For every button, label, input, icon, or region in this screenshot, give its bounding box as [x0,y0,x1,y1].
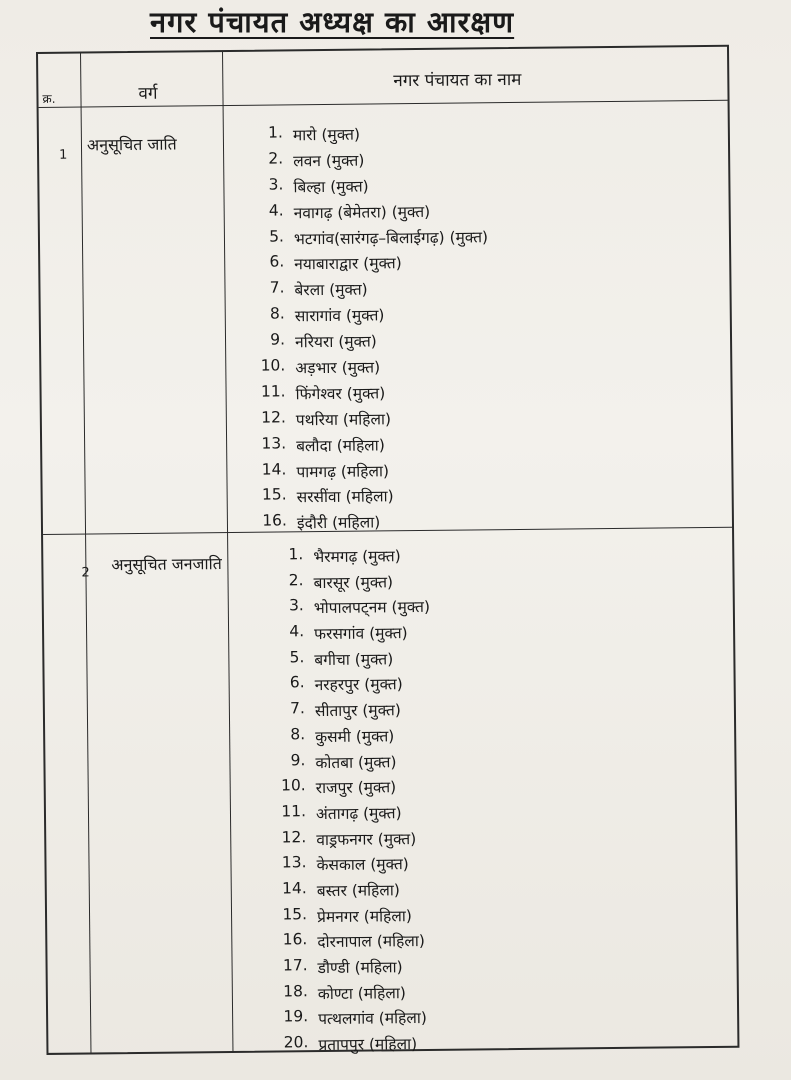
item-number: 2. [268,149,284,168]
item-name: सरसींवा (महिला) [296,487,394,507]
item-name: भटगांव(सारंगढ़–बिलाईगढ़) (मुक्त) [293,227,489,248]
item-name: अड़भार (मुक्त) [295,358,381,378]
item-number: 11. [281,802,307,821]
item-name: कुसमी (मुक्त) [315,727,395,746]
item-number: 5. [289,647,305,667]
item-name: मारो (मुक्त) [292,125,361,145]
item-number: 13. [261,434,287,453]
item-name: इंदौरी (महिला) [296,513,381,533]
item-number: 5. [269,226,285,246]
item-name: प्रतापपुर (महिला) [318,1035,418,1055]
item-name: डौण्डी (महिला) [317,958,403,978]
item-number: 9. [290,750,306,769]
header-category: वर्ग [138,83,158,104]
item-name: कोण्टा (महिला) [317,983,406,1003]
item-number: 8. [269,304,285,323]
item-name: नरहरपुर (मुक्त) [314,675,403,695]
item-name: बारसूर (मुक्त) [313,572,394,592]
item-name: नरियरा (मुक्त) [294,332,377,352]
item-name: केसकाल (मुक्त) [316,855,409,875]
item-number: 2. [288,570,304,590]
item-number: 14. [282,879,307,898]
item-name: बस्तर (महिला) [316,881,401,901]
item-name: वाड्रफनगर (मुक्त) [316,829,417,849]
item-number: 7. [289,699,305,718]
item-number: 11. [260,382,286,401]
group-sr: 1 [59,147,68,163]
column-divider [80,54,91,1053]
item-number: 19. [283,1007,309,1026]
item-name: पथरिया (महिला) [295,410,392,430]
list-item [253,507,723,538]
reservation-table [36,45,739,1055]
item-name: लवन (मुक्त) [293,151,365,171]
item-number: 14. [261,459,287,479]
group-2-list [253,541,728,1060]
item-name: सीतापुर (मुक्त) [314,701,401,721]
item-number: 18. [283,981,308,1001]
item-number: 1. [288,545,304,564]
column-divider [222,52,233,1051]
item-number: 10. [280,776,306,795]
item-name: अंतागढ़ (मुक्त) [315,804,402,823]
header-name: नगर पंचायत का नाम [393,69,522,92]
item-name: भोपालपट्नम (मुक्त) [313,598,431,618]
item-name: बलौदा (महिला) [296,436,385,455]
item-name: भैरमगढ़ (मुक्त) [313,547,401,567]
item-number: 6. [289,673,305,692]
item-name: नयाबाराद्वार (मुक्त) [294,254,402,274]
item-number: 3. [288,596,304,615]
item-name: दोरनापाल (महिला) [317,932,426,952]
item-name: बगीचा (मुक्त) [314,650,394,669]
item-name: फरसगांव (मुक्त) [314,624,408,644]
group-1-list [249,119,723,538]
item-number: 15. [282,904,308,924]
group-category: अनुसूचित जाति [86,134,177,155]
item-number: 17. [282,956,308,975]
item-number: 20. [283,1033,309,1052]
item-number: 4. [289,622,305,641]
item-name: पत्थलगांव (महिला) [318,1009,427,1029]
item-name: कोतबा (मुक्त) [315,752,397,772]
item-number: 7. [269,278,285,297]
item-name: नवागढ़ (बेमेतरा) (मुक्त) [293,202,431,222]
item-number: 12. [261,408,286,427]
group-sr: 2 [81,565,90,581]
item-number: 16. [282,930,308,949]
group-category: अनुसूचित जनजाति [111,554,222,575]
item-number: 9. [270,330,286,349]
item-number: 12. [281,827,307,847]
item-number: 16. [262,511,288,531]
item-number: 13. [281,853,307,872]
item-name: राजपुर (मुक्त) [315,778,397,798]
item-number: 1. [267,123,283,142]
document-title: नगर पंचायत अध्यक्ष का आरक्षण [150,5,515,39]
item-number: 6. [269,252,285,272]
item-number: 10. [260,356,286,375]
item-name: बेरला (मुक्त) [294,280,368,300]
list-item [258,1029,728,1060]
item-name: बिल्हा (मुक्त) [293,177,369,197]
item-number: 15. [261,485,287,505]
item-number: 3. [268,175,284,194]
item-name: फिंगेश्वर (मुक्त) [295,384,386,404]
item-number: 4. [268,201,284,220]
item-name: सारागांव (मुक्त) [294,306,385,326]
item-name: पामगढ़ (महिला) [296,461,390,481]
item-number: 8. [290,725,306,744]
item-name: प्रेमनगर (महिला) [316,906,412,926]
header-sr: क्र. [42,91,56,106]
